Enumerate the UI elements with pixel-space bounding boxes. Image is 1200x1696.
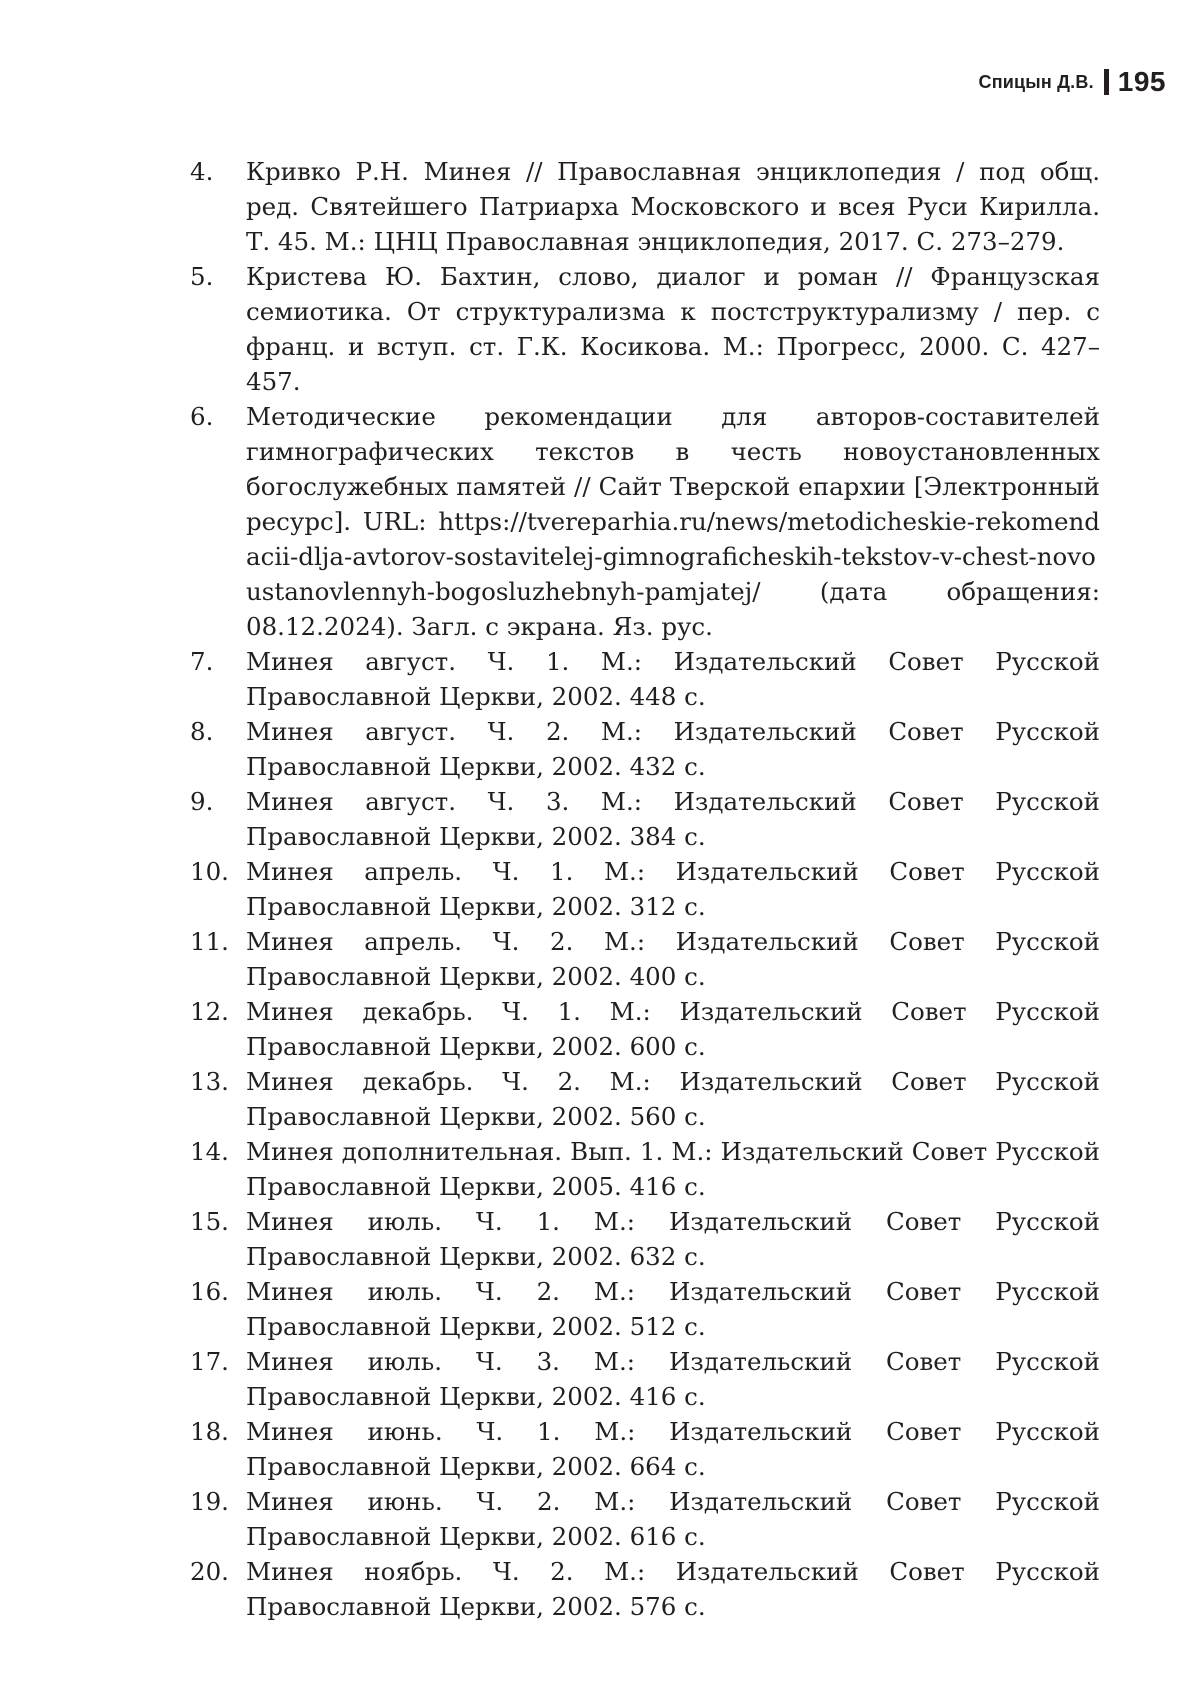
reference-text: Минея апрель. Ч. 2. М.: Издательский Совет Русской Православной Церкви, 2002. 400 с.: [246, 927, 1100, 991]
reference-number: 20.: [190, 1557, 229, 1586]
reference-text: Минея апрель. Ч. 1. М.: Издательский Совет Русской Православной Церкви, 2002. 312 с.: [246, 857, 1100, 921]
reference-item: [190, 1064, 1100, 1134]
reference-number: 15.: [190, 1207, 229, 1236]
reference-text: Минея август. Ч. 2. М.: Издательский Совет Русской Православной Церкви, 2002. 432 с.: [246, 717, 1100, 781]
reference-text-after-url: (дата обращения: 08.12.2024). Загл. с экрана. Яз. рус.: [246, 577, 1100, 641]
reference-text: Минея июль. Ч. 1. М.: Издательский Совет Русской Православной Церкви, 2002. 632 с.: [246, 1207, 1100, 1271]
reference-text: [246, 399, 1100, 644]
running-header: [979, 66, 1167, 98]
reference-item: [190, 154, 1100, 259]
reference-item: [190, 714, 1100, 784]
reference-number: 13.: [190, 1067, 229, 1096]
reference-item: [190, 1274, 1100, 1344]
reference-text: Минея август. Ч. 3. М.: Издательский Совет Русской Православной Церкви, 2002. 384 с.: [246, 787, 1100, 851]
reference-number: 11.: [190, 927, 229, 956]
reference-text: Кривко Р.Н. Минея // Православная энциклопедия / под общ. ред. Святейшего Патриарха Московского и всея Руси Кирилла. Т. 45. М.: ЦНЦ Православная энциклопедия, 2017. С. 273–279.: [246, 157, 1100, 256]
reference-text: Кристева Ю. Бахтин, слово, диалог и роман // Французская семиотика. От структурализма к постструктурализму / пер. с франц. и вступ. ст. Г.К. Косикова. М.: Прогресс, 2000. С. 427–457.: [246, 262, 1100, 396]
reference-text: Минея июль. Ч. 3. М.: Издательский Совет Русской Православной Церкви, 2002. 416 с.: [246, 1347, 1100, 1411]
reference-item: [190, 1484, 1100, 1554]
reference-list: [190, 154, 1100, 1624]
reference-number: 10.: [190, 857, 229, 886]
reference-text-before-url: Методические рекомендации для авторов-составителей гимнографических текстов в честь новоустановленных богослужебных памятей // Сайт Тверской епархии [Электронный ресурс]. URL:: [246, 402, 1100, 536]
running-header-author: Спицын Д.В.: [978, 71, 1094, 92]
reference-number: 9.: [190, 787, 214, 816]
reference-number: 6.: [190, 402, 214, 431]
reference-text: Минея июль. Ч. 2. М.: Издательский Совет Русской Православной Церкви, 2002. 512 с.: [246, 1277, 1100, 1341]
reference-number: 7.: [190, 647, 214, 676]
reference-item: [190, 259, 1100, 399]
reference-item: [190, 1204, 1100, 1274]
reference-number: 8.: [190, 717, 214, 746]
page-number: 195: [1117, 66, 1166, 97]
reference-item: [190, 924, 1100, 994]
reference-text: Минея дополнительная. Вып. 1. М.: Издательский Совет Русской Православной Церкви, 2005. 416 с.: [246, 1137, 1100, 1201]
reference-number: 12.: [190, 997, 229, 1026]
reference-item: [190, 784, 1100, 854]
reference-number: 18.: [190, 1417, 229, 1446]
reference-number: 14.: [190, 1137, 229, 1166]
reference-number: 19.: [190, 1487, 229, 1516]
reference-item: [190, 1344, 1100, 1414]
reference-url-link[interactable]: https://tvereparhia.ru/news/metodicheskie-rekomendacii-dlja-avtorov-sostavitelej-gimnograficheskih-tekstov-v-chest-novoustanovlennyh-bogosluzhebnyh-pamjatej/: [246, 507, 1100, 606]
reference-number: 4.: [190, 157, 214, 186]
reference-number: 5.: [190, 262, 214, 291]
reference-text: Минея декабрь. Ч. 1. М.: Издательский Совет Русской Православной Церкви, 2002. 600 с.: [246, 997, 1100, 1061]
reference-item: [190, 399, 1100, 644]
reference-item: [190, 994, 1100, 1064]
reference-number: 16.: [190, 1277, 229, 1306]
header-divider: [1104, 69, 1109, 95]
reference-item: [190, 1134, 1100, 1204]
reference-item: [190, 1414, 1100, 1484]
reference-item: [190, 854, 1100, 924]
reference-text: Минея август. Ч. 1. М.: Издательский Совет Русской Православной Церкви, 2002. 448 с.: [246, 647, 1100, 711]
reference-text: Минея ноябрь. Ч. 2. М.: Издательский Совет Русской Православной Церкви, 2002. 576 с.: [246, 1557, 1100, 1621]
reference-item: [190, 1554, 1100, 1624]
reference-item: [190, 644, 1100, 714]
reference-text: Минея июнь. Ч. 1. М.: Издательский Совет Русской Православной Церкви, 2002. 664 с.: [246, 1417, 1100, 1481]
reference-text: Минея декабрь. Ч. 2. М.: Издательский Совет Русской Православной Церкви, 2002. 560 с.: [246, 1067, 1100, 1131]
reference-text: Минея июнь. Ч. 2. М.: Издательский Совет Русской Православной Церкви, 2002. 616 с.: [246, 1487, 1100, 1551]
reference-number: 17.: [190, 1347, 229, 1376]
